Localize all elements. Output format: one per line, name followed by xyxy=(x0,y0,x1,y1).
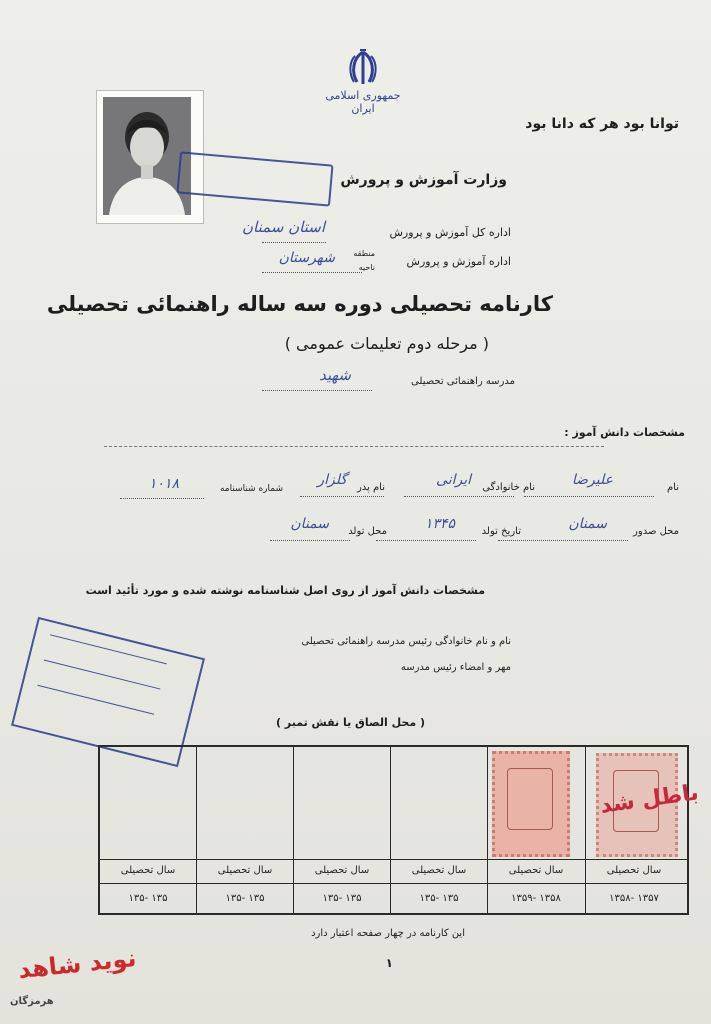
year-label-1: سال تحصیلی xyxy=(120,865,176,876)
regional-office-value: شهرستان xyxy=(278,250,335,266)
name-value: علیرضا xyxy=(571,472,613,488)
confirmation-text: مشخصات دانش آموز از روی اصل شناسنامه نوشته شده و مورد تأئید است xyxy=(85,584,485,597)
year-range-4: ۱۳۵ -۱۳۵ xyxy=(419,893,459,904)
emblem-caption: جمهوری اسلامی ایران xyxy=(325,89,401,115)
year-label-2: سال تحصیلی xyxy=(217,865,273,876)
emblem xyxy=(323,48,403,118)
page-title: کارنامه تحصیلی دوره سه ساله راهنمائی تحصیلی xyxy=(46,292,553,316)
year-label-3: سال تحصیلی xyxy=(314,865,370,876)
general-office-label: اداره کل آموزش و پرورش xyxy=(389,226,511,239)
year-label-4: سال تحصیلی xyxy=(411,865,467,876)
birthdate-label: تاریخ تولد xyxy=(481,526,521,537)
year-label-6: سال تحصیلی xyxy=(606,865,662,876)
watermark-sub: هرمزگان xyxy=(10,996,54,1007)
father-value: گلزار xyxy=(317,472,347,488)
issue-value: سمنان xyxy=(568,516,607,532)
principal-name-label: نام و نام خانوادگی رئیس مدرسه راهنمائی تحصیلی xyxy=(301,636,511,647)
year-range-2: ۱۳۵ -۱۳۵ xyxy=(225,893,265,904)
school-label: مدرسه راهنمائی تحصیلی xyxy=(411,376,515,387)
school-value: شهید xyxy=(319,366,351,384)
footer-note: این کارنامه در چهار صفحه اعتبار دارد xyxy=(311,928,465,939)
birthdate-value: ۱۳۴۵ xyxy=(424,516,455,532)
student-section-title: مشخصات دانش آموز : xyxy=(564,426,685,439)
year-range-1: ۱۳۵ -۱۳۵ xyxy=(128,893,168,904)
principal-sign-label: مهر و امضاء رئیس مدرسه xyxy=(400,662,511,673)
general-office-value: استان سمنان xyxy=(242,218,325,236)
regional-office-sub2: ناحیه xyxy=(358,263,375,272)
issue-label: محل صدور xyxy=(633,526,679,537)
revenue-stamp-1 xyxy=(492,751,570,857)
father-label: نام پدر xyxy=(356,482,385,493)
iran-emblem-icon xyxy=(341,48,385,88)
birthplace-value: سمنان xyxy=(290,516,329,532)
page-number: ۱ xyxy=(385,956,393,970)
stamp-area-label: ( محل الصاق یا نقش تمبر ) xyxy=(276,716,425,729)
ministry-name: وزارت آموزش و پرورش xyxy=(340,172,507,188)
motto: توانا بود هر که دانا بود xyxy=(525,116,679,132)
family-label: نام خانوادگی xyxy=(482,482,535,493)
id-value: ۱۰۱۸ xyxy=(148,476,179,492)
birthplace-label: محل تولد xyxy=(348,526,387,537)
regional-office-sub1: منطقه xyxy=(353,249,375,258)
family-value: ایرانی xyxy=(436,472,471,488)
watermark-logo: نوید شاهد xyxy=(16,943,138,985)
name-label: نام xyxy=(666,482,679,493)
year-range-5: ۱۳۵۸ -۱۳۵۹ xyxy=(511,893,561,904)
year-range-3: ۱۳۵ -۱۳۵ xyxy=(322,893,362,904)
page-subtitle: ( مرحله دوم تعلیمات عمومی ) xyxy=(284,334,489,353)
academic-years-table xyxy=(98,745,701,915)
id-label: شماره شناسنامه xyxy=(219,484,283,494)
year-label-5: سال تحصیلی xyxy=(508,865,564,876)
year-range-6: ۱۳۵۷ -۱۳۵۸ xyxy=(609,893,659,904)
cancelled-stamp-text: باطل شد xyxy=(598,780,701,819)
student-portrait-icon xyxy=(103,97,191,215)
regional-office-label: اداره آموزش و پرورش xyxy=(406,255,511,268)
